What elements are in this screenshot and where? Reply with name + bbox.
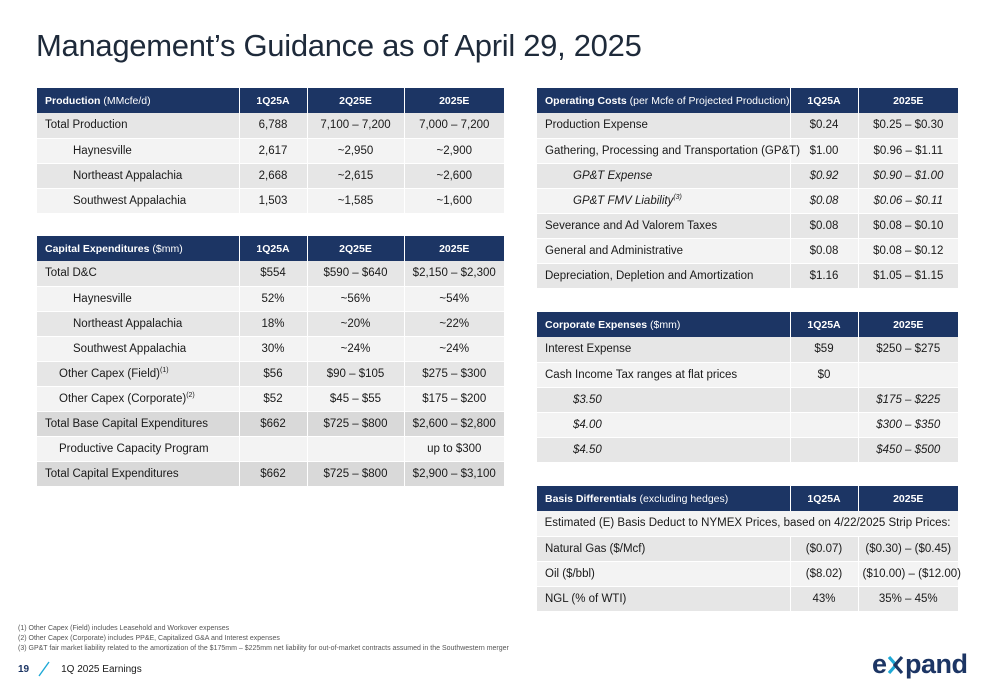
page-footer [18, 661, 142, 677]
footnote-1: (1) Other Capex (Field) includes Leasehold and Workover expenses [18, 625, 230, 632]
cell: ~1,585 [307, 188, 404, 213]
cell: $52 [239, 386, 307, 411]
cell: 6,788 [239, 113, 307, 138]
cell: $0 [790, 362, 858, 387]
table-row [37, 261, 504, 286]
cell: $2,600 – $2,800 [404, 411, 504, 436]
table-span-row [537, 511, 958, 536]
cell: $0.90 – $1.00 [858, 163, 958, 188]
table-row [537, 263, 958, 288]
cell: ~20% [307, 311, 404, 336]
cell [790, 387, 858, 412]
table-row [37, 311, 504, 336]
cell: $1.05 – $1.15 [858, 263, 958, 288]
cell: $275 – $300 [404, 361, 504, 386]
cell: $90 – $105 [307, 361, 404, 386]
opcosts-col-1q25a: 1Q25A [790, 88, 858, 113]
cell: 43% [790, 586, 858, 611]
cell: $1.00 [790, 138, 858, 163]
corp-col-2025e: 2025E [858, 312, 958, 337]
page-number: 19 [18, 663, 30, 675]
table-row [537, 188, 958, 213]
table-row [37, 163, 504, 188]
capex-col-2q25e: 2Q25E [307, 236, 404, 261]
capex-header-label: Capital Expenditures ($mm) [37, 236, 239, 261]
capex-col-1q25a: 1Q25A [239, 236, 307, 261]
cell: $300 – $350 [858, 412, 958, 437]
cell: ~24% [404, 336, 504, 361]
cell: ~2,600 [404, 163, 504, 188]
page-title: Management’s Guidance as of April 29, 2025 [36, 28, 642, 63]
footer-title: 1Q 2025 Earnings [61, 663, 142, 675]
table-row [537, 362, 958, 387]
cell: $590 – $640 [307, 261, 404, 286]
row-label: $4.00 [537, 412, 790, 437]
cell [307, 436, 404, 461]
cell: ~2,900 [404, 138, 504, 163]
row-label: Southwest Appalachia [37, 336, 239, 361]
cell: $2,150 – $2,300 [404, 261, 504, 286]
row-label: Productive Capacity Program [37, 436, 239, 461]
cell: ~54% [404, 286, 504, 311]
cell: ~24% [307, 336, 404, 361]
basis-col-1q25a: 1Q25A [790, 486, 858, 511]
row-label: Interest Expense [537, 337, 790, 362]
row-label: Northeast Appalachia [37, 163, 239, 188]
cell: ~56% [307, 286, 404, 311]
table-row [537, 337, 958, 362]
table-row [537, 536, 958, 561]
cell: $56 [239, 361, 307, 386]
cell: $45 – $55 [307, 386, 404, 411]
cell [790, 412, 858, 437]
table-row [37, 461, 504, 486]
cell: 18% [239, 311, 307, 336]
cell: $0.08 [790, 213, 858, 238]
cell: ($0.07) [790, 536, 858, 561]
cell: 2,668 [239, 163, 307, 188]
cell: $0.92 [790, 163, 858, 188]
cell: $175 – $225 [858, 387, 958, 412]
table-row [37, 113, 504, 138]
cell: $0.08 [790, 188, 858, 213]
table-row [37, 336, 504, 361]
row-label: GP&T FMV Liability$^{(3)}$ [537, 188, 790, 213]
row-label: GP&T Expense [537, 163, 790, 188]
cell: $725 – $800 [307, 461, 404, 486]
cell: $0.25 – $0.30 [858, 113, 958, 138]
footnote-2: (2) Other Capex (Corporate) includes PP&E, Capitalized G&A and Interest expenses [18, 635, 280, 642]
cell: $554 [239, 261, 307, 286]
row-label: Gathering, Processing and Transportation (GP&T) [537, 138, 790, 163]
production-header-row [37, 88, 504, 113]
cell: ($0.30) – ($0.45) [858, 536, 958, 561]
cell: ($10.00) – ($12.00) [858, 561, 958, 586]
basis-span-note: Estimated (E) Basis Deduct to NYMEX Prices, based on 4/22/2025 Strip Prices: [537, 511, 958, 536]
cell: $450 – $500 [858, 437, 958, 462]
capex-col-2025e: 2025E [404, 236, 504, 261]
operating-costs-table [537, 88, 958, 289]
table-row [537, 238, 958, 263]
cell [790, 437, 858, 462]
basis-header-row [537, 486, 958, 511]
cell: 30% [239, 336, 307, 361]
expand-logo [872, 650, 984, 680]
table-row [37, 188, 504, 213]
table-row [537, 586, 958, 611]
table-row [537, 561, 958, 586]
row-label: Severance and Ad Valorem Taxes [537, 213, 790, 238]
cell: $662 [239, 461, 307, 486]
footnotes [18, 624, 509, 654]
cell: $662 [239, 411, 307, 436]
cell: 7,000 – 7,200 [404, 113, 504, 138]
basis-header-label: Basis Differentials (excluding hedges) [537, 486, 790, 511]
production-col-1q25a: 1Q25A [239, 88, 307, 113]
svg-text:e: e [872, 650, 887, 679]
footnote-ref: (1) [159, 366, 169, 374]
cell: 52% [239, 286, 307, 311]
corp-header-label: Corporate Expenses ($mm) [537, 312, 790, 337]
cell: $0.08 [790, 238, 858, 263]
cell: ~2,950 [307, 138, 404, 163]
cell: $0.08 – $0.12 [858, 238, 958, 263]
corp-col-1q25a: 1Q25A [790, 312, 858, 337]
row-label: NGL (% of WTI) [537, 586, 790, 611]
cell: $250 – $275 [858, 337, 958, 362]
logo-mark-icon [872, 650, 984, 680]
cell [239, 436, 307, 461]
footnote-3: (3) GP&T fair market liability related to the amortization of the $175mm – $225mm net liability for out-of-market contracts assumed in the Southwestern merger [18, 645, 509, 652]
production-col-2q25e: 2Q25E [307, 88, 404, 113]
row-label: Haynesville [37, 138, 239, 163]
cell: 1,503 [239, 188, 307, 213]
production-col-2025e: 2025E [404, 88, 504, 113]
row-label: Total Capital Expenditures [37, 461, 239, 486]
table-row [37, 411, 504, 436]
row-label: Southwest Appalachia [37, 188, 239, 213]
cell: $0.08 – $0.10 [858, 213, 958, 238]
cell: $0.96 – $1.11 [858, 138, 958, 163]
row-label: Depreciation, Depletion and Amortization [537, 263, 790, 288]
row-label: Total Production [37, 113, 239, 138]
capex-table [37, 236, 504, 487]
corporate-expenses-table [537, 312, 958, 463]
production-table [37, 88, 504, 214]
row-label: Natural Gas ($/Mcf) [537, 536, 790, 561]
production-header-label: Production (MMcfe/d) [37, 88, 239, 113]
cell: ~2,615 [307, 163, 404, 188]
opcosts-header-row [537, 88, 958, 113]
basis-differentials-table [537, 486, 961, 612]
table-row [37, 436, 504, 461]
row-label: $3.50 [537, 387, 790, 412]
cell: up to $300 [404, 436, 504, 461]
corp-header-row [537, 312, 958, 337]
cell: $59 [790, 337, 858, 362]
cell: ~1,600 [404, 188, 504, 213]
table-row [537, 412, 958, 437]
row-label: Haynesville [37, 286, 239, 311]
footnote-ref: (2) [186, 391, 195, 399]
cell: $2,900 – $3,100 [404, 461, 504, 486]
opcosts-col-2025e: 2025E [858, 88, 958, 113]
footnote-ref: (3) [673, 193, 682, 201]
table-row [537, 138, 958, 163]
slash-divider-icon [37, 661, 51, 677]
basis-col-2025e: 2025E [858, 486, 958, 511]
table-row [37, 361, 504, 386]
row-label: Total Base Capital Expenditures [37, 411, 239, 436]
table-row [37, 386, 504, 411]
row-label: Other Capex (Field)$^{(1)}$ [37, 361, 239, 386]
table-row [537, 387, 958, 412]
cell: 2,617 [239, 138, 307, 163]
cell: ($8.02) [790, 561, 858, 586]
row-label: $4.50 [537, 437, 790, 462]
cell: $0.06 – $0.11 [858, 188, 958, 213]
row-label: Other Capex (Corporate)$^{(2)}$ [37, 386, 239, 411]
cell [858, 362, 958, 387]
opcosts-header-label: Operating Costs (per Mcfe of Projected Production) [537, 88, 790, 113]
row-label: General and Administrative [537, 238, 790, 263]
cell: $1.16 [790, 263, 858, 288]
svg-text:pand: pand [905, 650, 968, 679]
capex-header-row [37, 236, 504, 261]
row-label: Oil ($/bbl) [537, 561, 790, 586]
row-label: Production Expense [537, 113, 790, 138]
cell: $725 – $800 [307, 411, 404, 436]
cell: 7,100 – 7,200 [307, 113, 404, 138]
table-row [537, 163, 958, 188]
row-label: Total D&C [37, 261, 239, 286]
cell: $175 – $200 [404, 386, 504, 411]
row-label: Northeast Appalachia [37, 311, 239, 336]
table-row [537, 437, 958, 462]
table-row [537, 113, 958, 138]
cell: 35% – 45% [858, 586, 958, 611]
row-label: Cash Income Tax ranges at flat prices [537, 362, 790, 387]
cell: ~22% [404, 311, 504, 336]
table-row [37, 138, 504, 163]
table-row [37, 286, 504, 311]
table-row [537, 213, 958, 238]
cell: $0.24 [790, 113, 858, 138]
